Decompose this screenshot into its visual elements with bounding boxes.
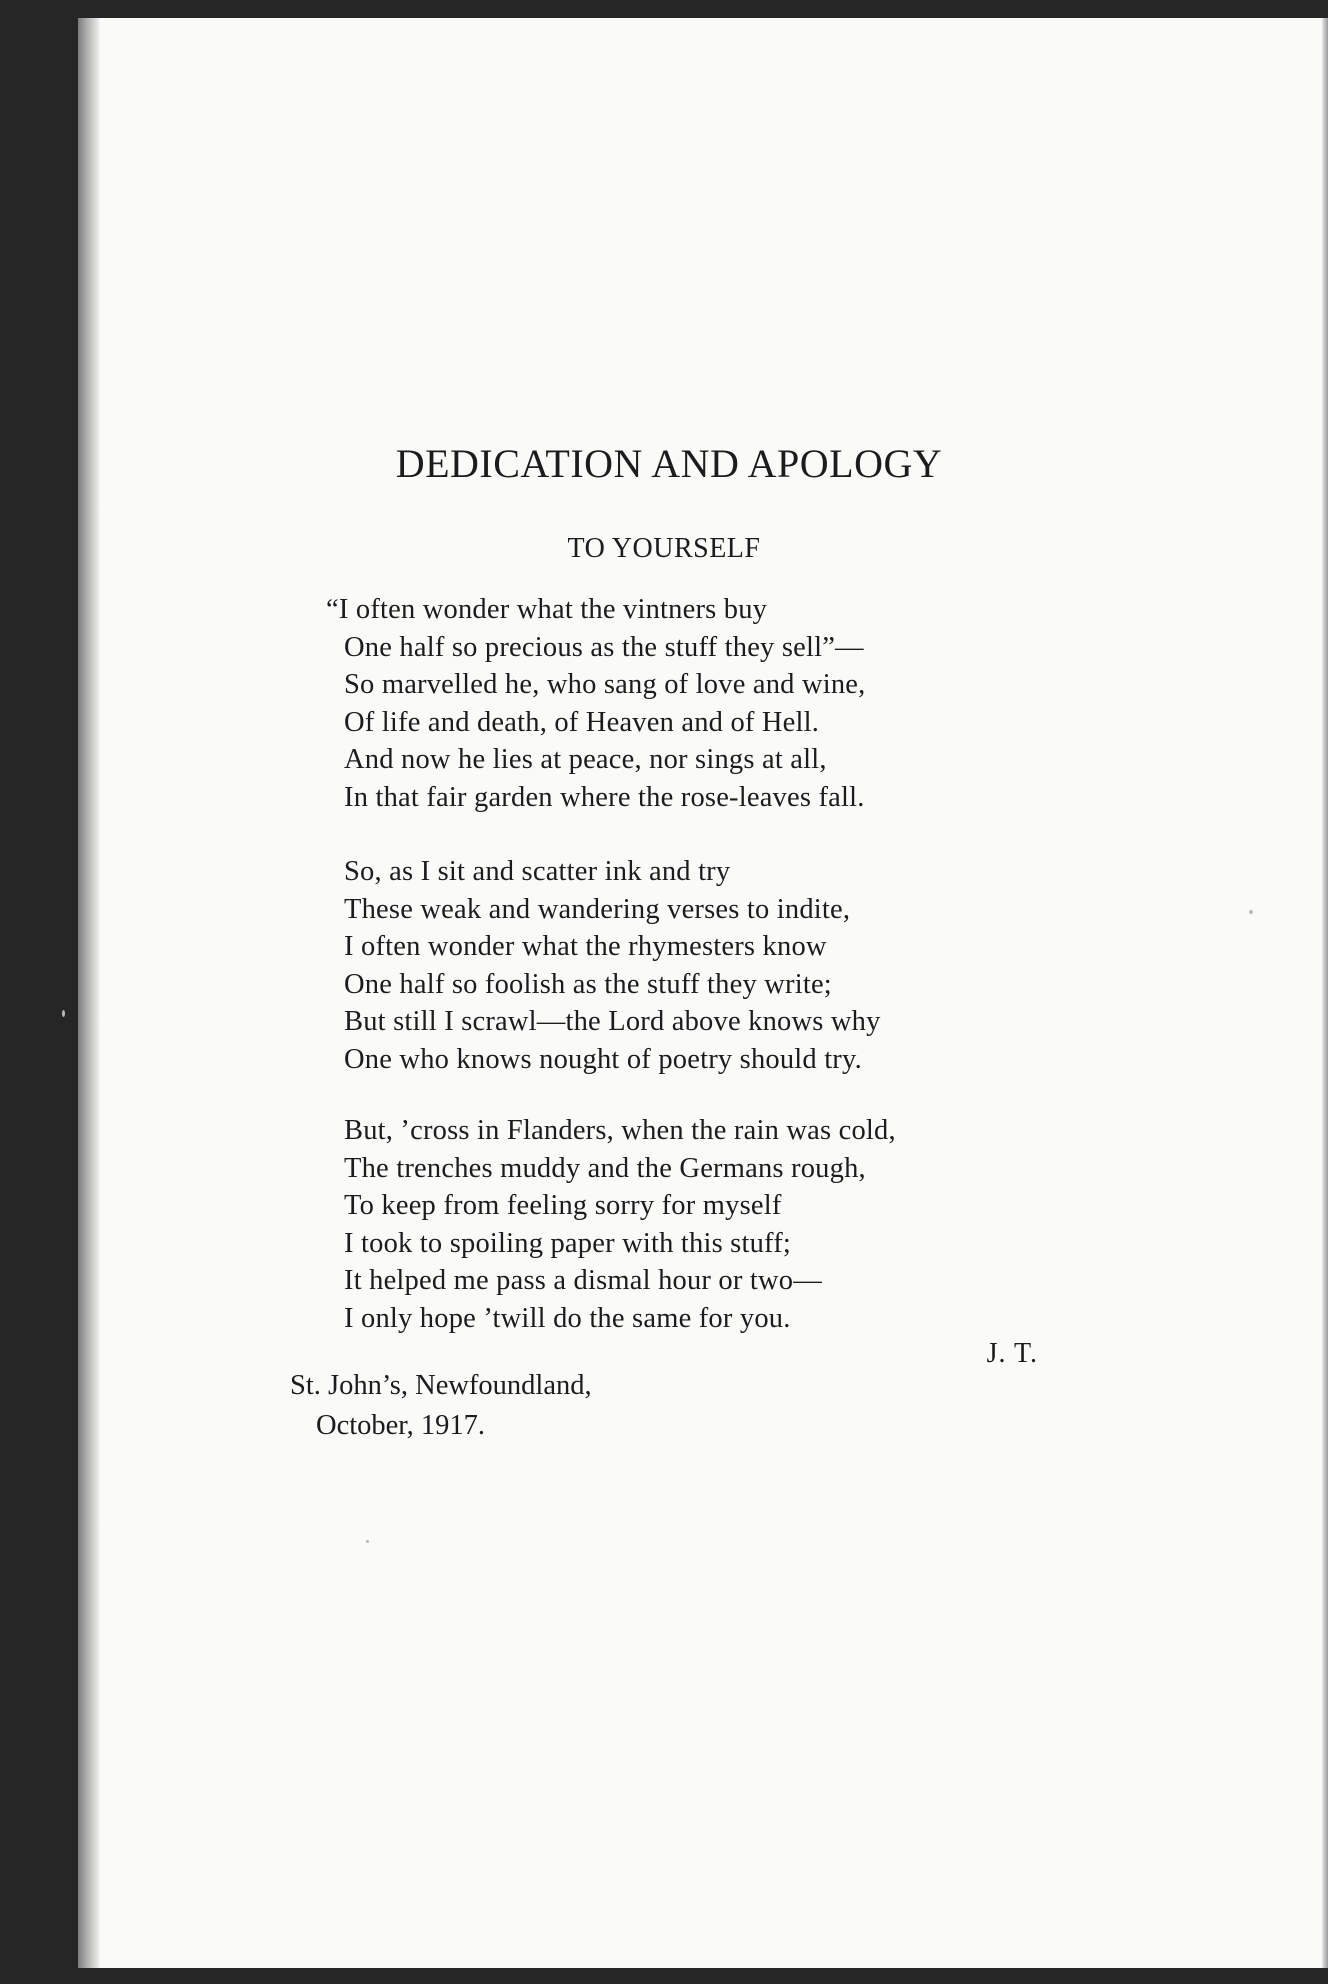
stanza-2 [344, 853, 881, 1078]
paper-speck [62, 1010, 65, 1017]
poem-line: One half so precious as the stuff they sell”— [344, 631, 864, 663]
stanza-1 [326, 591, 866, 816]
author-initials: J. T. [986, 1338, 1038, 1369]
poem-line: And now he lies at peace, nor sings at all, [344, 744, 827, 775]
stanza-3 [344, 1112, 896, 1337]
poem-line: One half so foolish as the stuff they write; [344, 968, 832, 1000]
paper-speck [366, 1540, 369, 1543]
poem-line: To keep from feeling sorry for myself [344, 1190, 782, 1221]
place-line: St. John’s, Newfoundland, [290, 1370, 592, 1401]
poem-line: So, as I sit and scatter ink and try [344, 856, 731, 887]
poem-line: But, ’cross in Flanders, when the rain was cold, [344, 1115, 896, 1146]
right-page-edge [1322, 18, 1328, 1968]
poem-line: But still I scrawl—the Lord above knows why [344, 1006, 881, 1037]
poem-line: It helped me pass a dismal hour or two— [344, 1265, 822, 1296]
poem-line: In that fair garden where the rose-leaves fall. [344, 781, 865, 813]
poem-line: I often wonder what the rhymesters know [344, 931, 827, 962]
binding-shadow [78, 18, 100, 1968]
poem-line: One who knows nought of poetry should try. [344, 1043, 862, 1075]
poem-line: I only hope ’twill do the same for you. [344, 1302, 791, 1334]
poem-line: The trenches muddy and the Germans rough, [344, 1152, 866, 1184]
poem-line: I took to spoiling paper with this stuff; [344, 1227, 792, 1259]
poem-line: These weak and wandering verses to indite, [344, 893, 851, 925]
poem-line: So marvelled he, who sang of love and wine, [344, 669, 866, 700]
date-line: October, 1917. [316, 1410, 486, 1441]
poem-line: Of life and death, of Heaven and of Hell. [344, 706, 820, 738]
paper-speck [1249, 910, 1253, 914]
page-title: DEDICATION AND APOLOGY [395, 441, 943, 486]
page-subtitle: TO YOURSELF [567, 533, 761, 564]
poem-line: “I often wonder what the vintners buy [326, 594, 768, 625]
